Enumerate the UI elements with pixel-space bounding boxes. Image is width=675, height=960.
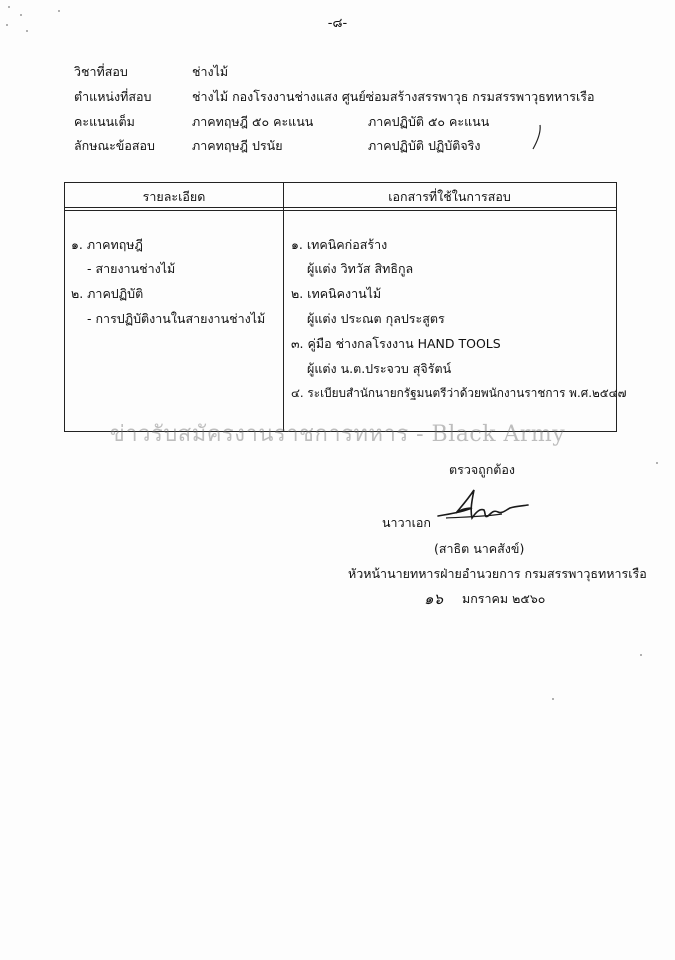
- scan-speck: [552, 698, 554, 700]
- handwritten-signature: [432, 486, 532, 528]
- date-month-year: มกราคม ๒๕๖๐: [462, 591, 546, 606]
- document-author: ผู้แต่ง น.ต.ประจวบ สุจิรัตน์: [307, 361, 452, 376]
- pen-stroke-mark: [532, 124, 542, 150]
- score-label: คะแนนเต็ม: [74, 114, 135, 129]
- signer-rank: นาวาเอก: [382, 515, 431, 530]
- subject-value: ช่างไม้: [192, 64, 229, 79]
- document-item: ๑. เทคนิคก่อสร้าง: [291, 237, 388, 252]
- detail-item: ๒. ภาคปฏิบัติ: [71, 286, 144, 301]
- exam-type-theory: ภาคทฤษฎี ปรนัย: [192, 138, 283, 153]
- document-item: ๓. คู่มือ ช่างกลโรงงาน HAND TOOLS: [291, 336, 501, 351]
- page-number: -๘-: [327, 16, 348, 31]
- document-author: ผู้แต่ง ประณต กุลประสูตร: [307, 311, 445, 326]
- table-header-divider: [65, 207, 616, 208]
- subject-label: วิชาที่สอบ: [74, 64, 128, 79]
- scan-speck: [8, 6, 10, 8]
- score-theory: ภาคทฤษฎี ๕๐ คะแนน: [192, 114, 314, 129]
- document-author: ผู้แต่ง วิทวัส สิทธิกูล: [307, 261, 414, 276]
- header-documents: เอกสารที่ใช้ในการสอบ: [388, 189, 511, 204]
- header-details: รายละเอียด: [142, 189, 206, 204]
- score-practice: ภาคปฏิบัติ ๕๐ คะแนน: [368, 114, 490, 129]
- exam-details-table: [64, 182, 627, 432]
- table-header-divider-double: [65, 210, 616, 211]
- signer-title: หัวหน้านายทหารฝ่ายอำนวยการ กรมสรรพาวุธทหารเรือ: [348, 566, 647, 581]
- detail-item: - การปฏิบัติงานในสายงานช่างไม้: [87, 311, 266, 326]
- watermark: ข่าวรับสมัครงานราชการทหาร - Black Army: [109, 422, 566, 447]
- position-label: ตำแหน่งที่สอบ: [74, 89, 152, 104]
- signer-name: (สาธิต นาคสังข์): [434, 541, 525, 556]
- scan-speck: [656, 462, 658, 464]
- position-value: ช่างไม้ กองโรงงานช่างแสง ศูนย์ซ่อมสร้างสรรพาวุธ กรมสรรพาวุธทหารเรือ: [192, 89, 595, 104]
- detail-item: ๑. ภาคทฤษฎี: [71, 237, 143, 252]
- scan-speck: [640, 654, 642, 656]
- detail-item: - สายงานช่างไม้: [87, 261, 176, 276]
- exam-type-label: ลักษณะข้อสอบ: [74, 138, 155, 153]
- document-item: ๒. เทคนิคงานไม้: [291, 286, 382, 301]
- exam-type-practice: ภาคปฏิบัติ ปฏิบัติจริง: [368, 138, 481, 153]
- date-day-handwritten: ๑๖: [424, 590, 444, 608]
- verified-text: ตรวจถูกต้อง: [449, 462, 516, 477]
- document-item: ๔. ระเบียบสำนักนายกรัฐมนตรีว่าด้วยพนักงานราชการ พ.ศ.๒๕๔๗: [291, 386, 627, 400]
- table-column-divider: [283, 183, 284, 431]
